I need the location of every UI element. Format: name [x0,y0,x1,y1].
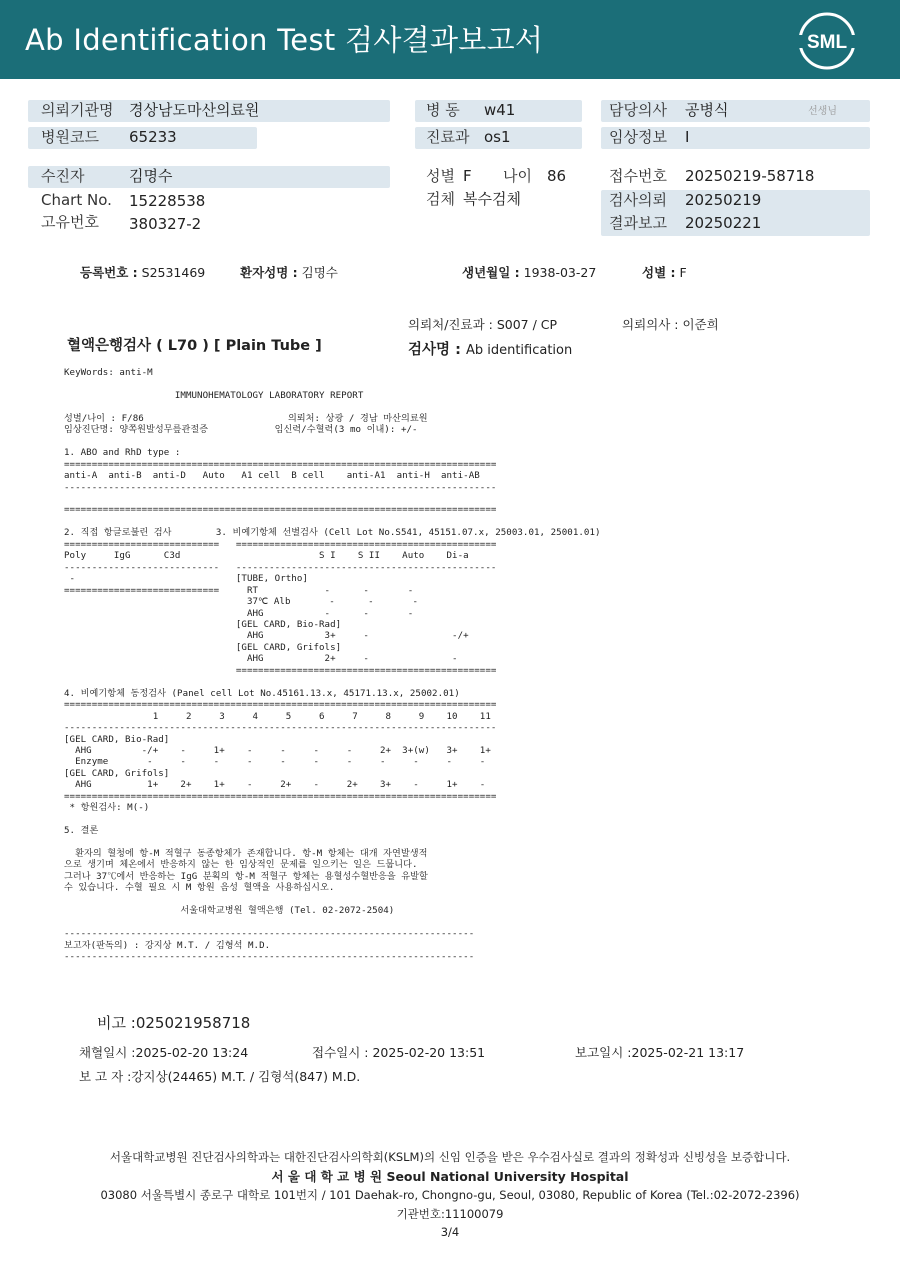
unique-value: 380327-2 [129,215,202,233]
age-label: 나이 [503,167,532,185]
request-value: 20250219 [685,191,762,209]
unique-label: 고유번호 [41,213,99,231]
requester-dept: 의뢰처/진료과 : S007 / CP [408,317,558,332]
reg-no-label: 등록번호 : [80,265,138,280]
reg-sex-label: 성별 : [642,265,676,280]
report-time [575,1043,744,1061]
age-value: 86 [547,167,567,185]
ward-label: 병 동 [426,101,460,119]
institution-label: 의뢰기관명 [41,101,114,119]
reg-no-value: S2531469 [141,265,206,280]
cert-note: 서울대학교병원 진단검사의학과는 대한진단검사의학회(KSLM)의 신임 인증을 받은 우수검사실로 결과의 정확성과 신빙성을 보증합니다. [109,1150,791,1164]
report-date-label: 결과보고 [609,214,667,232]
reporter-value: 강지상(24465) M.T. / 김형석(847) M.D. [131,1069,361,1084]
page-number: 3/4 [440,1225,460,1239]
specimen-value: 복수검체 [463,190,521,208]
report-title: Ab Identification Test 검사결과보고서 [25,23,544,57]
patient-name-value: 김명수 [301,265,338,280]
receipt-label: 접수번호 [609,167,667,185]
test-name-label: 검사명 : [408,342,461,358]
reg-sex-value: F [679,265,687,280]
report-header [0,0,900,79]
patient-value: 김명수 [129,167,173,185]
reporter [79,1067,360,1085]
institution-value: 경상남도마산의료원 [129,101,260,119]
collect-value: 2025-02-20 13:24 [135,1045,249,1060]
hospital-code-value: 65233 [129,128,177,146]
sex-value: F [463,167,472,185]
patient-name-label: 환자성명 : [240,265,298,280]
accept-time [312,1043,485,1061]
institution-no: 기관번호:11100079 [396,1207,504,1221]
reg-sex [642,263,687,281]
dept-label: 진료과 [426,128,470,146]
dob-label: 생년월일 : [462,265,520,280]
chart-label: Chart No. [41,191,112,209]
doctor-value: 공병식 [685,101,729,119]
clinical-label: 임상정보 [609,128,667,146]
accept-value: 2025-02-20 13:51 [372,1045,486,1060]
ward-value: w41 [484,101,516,119]
remark [97,1012,250,1033]
patient-label: 수진자 [41,167,85,185]
collect-label: 채혈일시 : [79,1045,136,1060]
dept-value: os1 [484,128,511,146]
reg-no [80,263,205,281]
remark-label: 비고 : [97,1014,136,1032]
dob-value: 1938-03-27 [523,265,597,280]
sml-logo [796,10,858,72]
report-date-value: 20250221 [685,214,762,232]
specimen-label: 검체 [426,190,455,208]
request-label: 검사의뢰 [609,191,667,209]
doctor-label: 담당의사 [609,101,667,119]
hospital-name: 서 울 대 학 교 병 원 Seoul National University Hospital [271,1169,629,1184]
clinical-value: I [685,128,690,146]
report-time-label: 보고일시 : [575,1045,632,1060]
report-time-value: 2025-02-21 13:17 [631,1045,745,1060]
chart-value: 15228538 [129,192,206,210]
lab-report-text: KeyWords: anti-M IMMUNOHEMATOLOGY LABORATORY REPORT 성별/나이 : F/86 의뢰처: 상광 / 경남 마산의료원 임상진단명: 양쪽원발성무릎관절증 임신력/수혈력(3 mo 이내): +/- 1. ABO and RhD type : ============================================================================== anti-A anti-B anti-D Auto A1 cell B cell anti-A1 anti-H anti-AB ------------------------------------------------------------------------------ ============================================================================== 2. 직접 항글로불린 검사 3. 비예기항체 선별검사 (Cell Lot No.S541, 45151.07.x, 25003.01, 25001.01) ============================ =============================================== Poly IgG C3d S I S II Auto Di-a ---------------------------- ----------------------------------------------- - [TUBE, Ortho] ============================ RT - - - 37℃ Alb - - - AHG - - - [GEL CARD, Bio-Rad] AHG 3+ - -/+ [GEL CARD, Grifols] AHG 2+ - - =============================================== 4. 비예기항체 동정검사 (Panel cell Lot No.45161.13.x, 45171.13.x, 25002.01) ============================================================================== 1 2 3 4 5 6 7 8 9 10 11 ------------------------------------------------------------------------------ [GEL CARD, Bio-Rad] AHG -/+ - 1+ - - - - 2+ 3+(w) 3+ 1+ Enzyme - - - - - - - - - - - [GEL CARD, Grifols] AHG 1+ 2+ 1+ - 2+ - 2+ 3+ - 1+ - ============================================================================== * 항원검사: M(-) 5. 결론 환자의 혈청에 항-M 적혈구 동종항체가 존재합니다. 항-M 항체는 대개 자연발생적 으로 생기며 체온에서 반응하지 않는 한 임상적인 문제를 일으키는 일은 드뭅니다. 그러나 37℃에서 반응하는 IgG 분획의 항-M 적혈구 항체는 용혈성수혈반응을 유발할 수 있습니다. 수혈 필요 시 M 항원 음성 혈액을 사용하십시오. 서울대학교병원 혈액은행 (Tel. 02-2072-2504) -------------------------------------------------------------------------- 보고자(판독의) : 강지상 M.T. / 김형석 M.D. -------------------------------------------------------------------------- [64,368,601,963]
doctor-suffix: 선생님 [808,106,837,117]
sex-label: 성별 [426,167,455,185]
dob [462,263,596,281]
requester-doctor: 의뢰의사 : 이준희 [622,317,719,332]
collect-time [79,1043,248,1061]
logo-text: SML [806,32,848,53]
reporter-label: 보 고 자 : [79,1069,132,1084]
test-title: 혈액은행검사 ( L70 ) [ Plain Tube ] [67,338,322,354]
accept-label: 접수일시 : [312,1045,369,1060]
remark-value: 025021958718 [135,1014,251,1032]
test-name-value: Ab identification [465,343,573,358]
hospital-code-label: 병원코드 [41,128,99,146]
test-name [408,338,572,359]
patient-name [240,263,338,281]
receipt-value: 20250219-58718 [685,167,815,185]
hospital-address: 03080 서울특별시 종로구 대학로 101번지 / 101 Daehak-ro, Chongno-gu, Seoul, 03080, Republic of Korea (Tel.:02-2072-2396) [100,1188,800,1202]
